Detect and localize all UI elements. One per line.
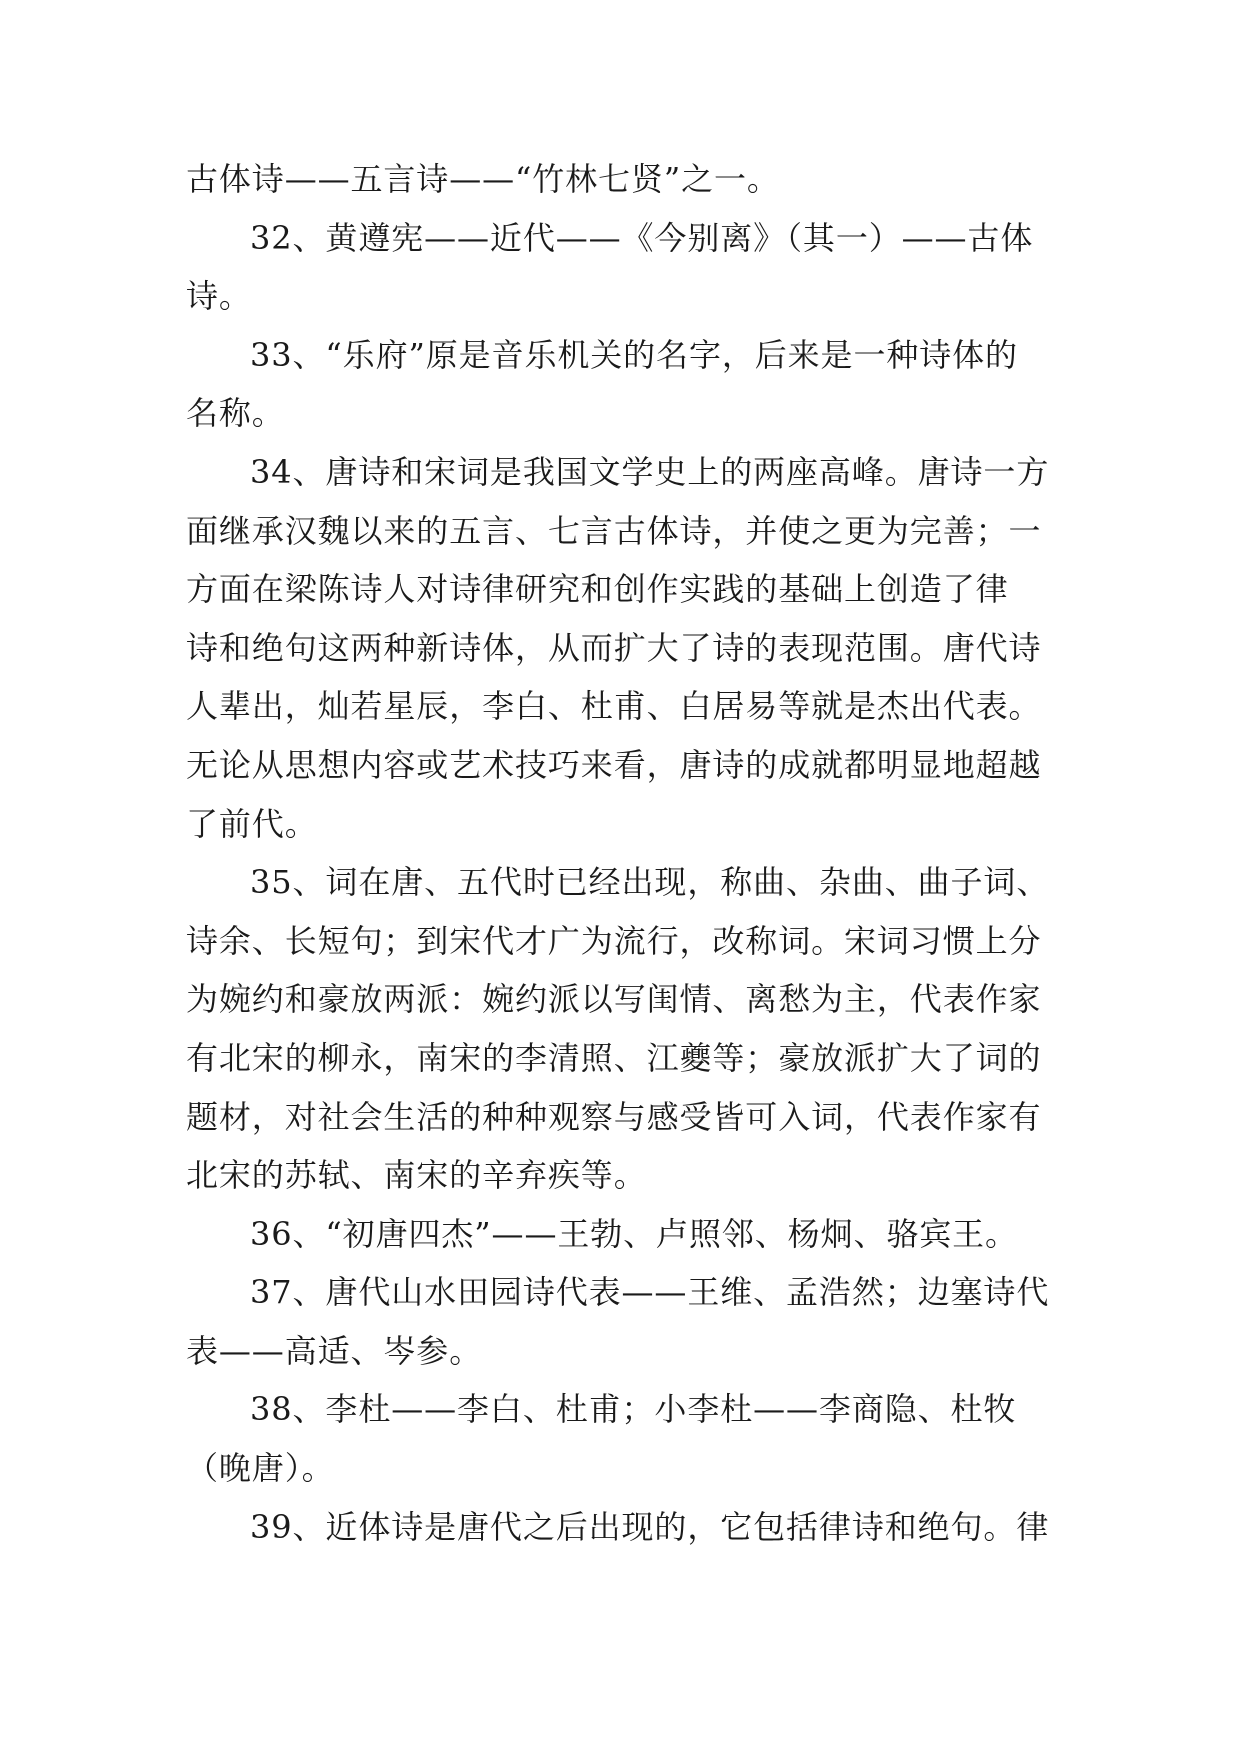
text-line: 有北宋的柳永，南宋的李清照、江夔等；豪放派扩大了词的 [186,1038,1042,1077]
text-line: 名称。 [186,394,285,433]
text-line: 38、李杜——李白、杜甫；小李杜——李商隐、杜牧 [250,1390,1017,1429]
text-line: 面继承汉魏以来的五言、七言古体诗，并使之更为完善；一 [186,511,1042,550]
text-line: 北宋的苏轼、南宋的辛弃疾等。 [186,1156,647,1195]
text-line: 36、“初唐四杰”——王勃、卢照邻、杨炯、骆宾王。 [250,1214,1018,1253]
text-line: （晚唐）。 [186,1449,335,1488]
paragraph-item-34 [186,443,1066,853]
paragraph-item-39 [186,1498,1066,1557]
text-line: 为婉约和豪放两派：婉约派以写闺情、离愁为主，代表作家 [186,980,1042,1019]
text-line: 方面在梁陈诗人对诗律研究和创作实践的基础上创造了律 [186,570,1009,609]
text-line: 无论从思想内容或艺术技巧来看，唐诗的成就都明显地超越 [186,745,1042,784]
text-line: 39、近体诗是唐代之后出现的，它包括律诗和绝句。律 [250,1507,1050,1546]
paragraph-item-38 [186,1380,1066,1497]
paragraph-item-32 [186,209,1066,326]
text-line: 33、“乐府”原是音乐机关的名字，后来是一种诗体的 [250,335,1018,374]
text-line: 35、词在唐、五代时已经出现，称曲、杂曲、曲子词、 [250,863,1050,902]
text-line: 表——高适、岑参。 [186,1331,483,1370]
paragraph-item-37 [186,1263,1066,1380]
text-line: 37、唐代山水田园诗代表——王维、孟浩然；边塞诗代 [250,1273,1050,1312]
text-line: 古体诗——五言诗——“竹林七贤”之一。 [186,160,780,198]
text-line: 人辈出，灿若星辰，李白、杜甫、白居易等就是杰出代表。 [186,687,1042,726]
paragraph-item-36 [186,1205,1066,1264]
text-line: 诗和绝句这两种新诗体，从而扩大了诗的表现范围。唐代诗 [186,628,1042,667]
text-line: 了前代。 [186,804,318,843]
text-line: 诗余、长短句；到宋代才广为流行，改称词。宋词习惯上分 [186,921,1042,960]
text-line: 题材，对社会生活的种种观察与感受皆可入词，代表作家有 [186,1097,1042,1136]
text-line: 34、唐诗和宋词是我国文学史上的两座高峰。唐诗一方 [250,452,1050,491]
paragraph-continuation [186,150,1066,209]
document-body [186,150,1066,1556]
text-line: 诗。 [186,277,252,316]
paragraph-item-33 [186,326,1066,443]
text-line: 32、黄遵宪——近代——《今别离》（其一）——古体 [250,218,1034,257]
paragraph-item-35 [186,853,1066,1205]
